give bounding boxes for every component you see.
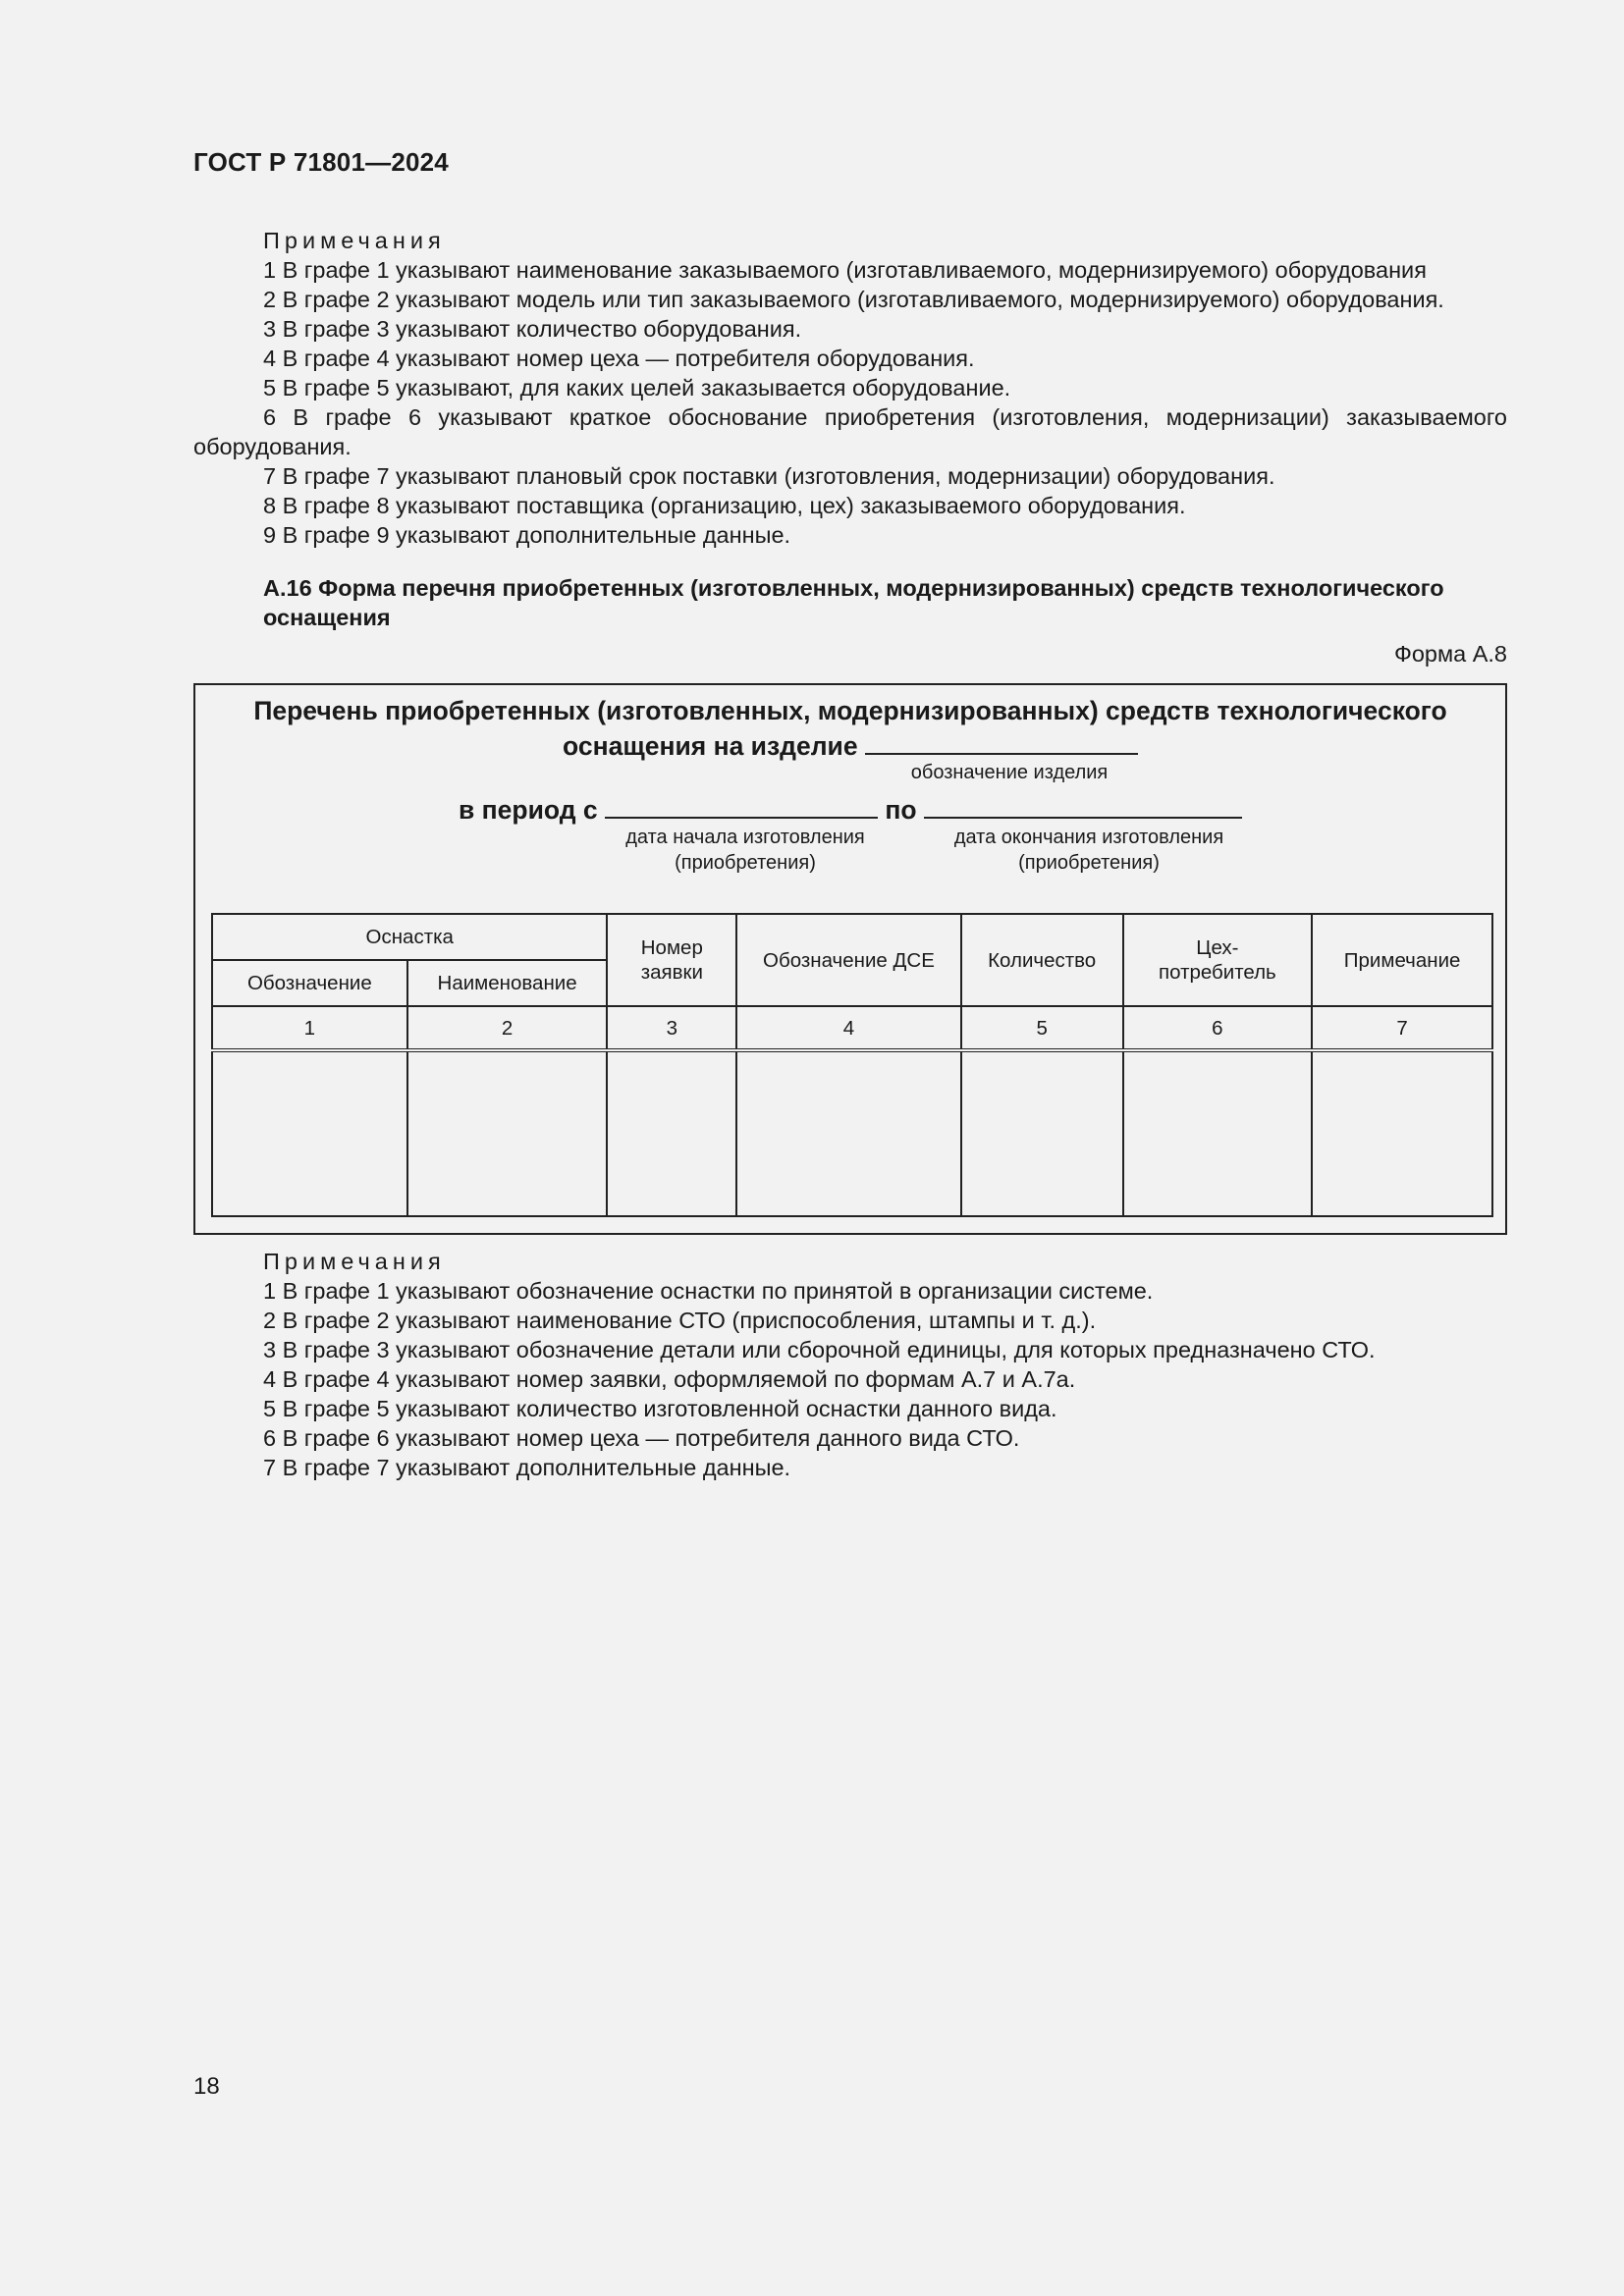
column-header-quantity: Количество: [961, 914, 1123, 1006]
end-date-field[interactable]: [924, 793, 1242, 819]
product-designation-field[interactable]: [865, 727, 1138, 755]
period-from-label: в период с: [459, 795, 598, 825]
form-frame: [193, 683, 1507, 1235]
note-item: 1 В графе 1 указывают обозначение оснастки по принятой в организации системе.: [263, 1278, 1154, 1304]
column-header-request-number: Номер заявки: [607, 914, 736, 1006]
column-number-row: [212, 1006, 1492, 1050]
note-item: 2 В графе 2 указывают модель или тип заказываемого (изготавливаемого, модернизируемого) оборудования.: [263, 287, 1444, 312]
empty-cell[interactable]: [736, 1050, 961, 1216]
empty-cell[interactable]: [407, 1050, 608, 1216]
page-number: 18: [193, 2073, 220, 2100]
note-item: 4 В графе 4 указывают номер заявки, оформляемой по формам А.7 и А.7а.: [263, 1366, 1076, 1392]
column-header-workshop: Цех- потребитель: [1123, 914, 1313, 1006]
section-title: А.16 Форма перечня приобретенных (изготовленных, модернизированных) средств технологического оснащения: [263, 575, 1444, 630]
column-header-designation: Обозначение: [212, 960, 407, 1006]
note-item: 3 В графе 3 указывают количество оборудования.: [263, 316, 802, 342]
note-item: 2 В графе 2 указывают наименование СТО (приспособления, штампы и т. д.).: [263, 1308, 1097, 1333]
note-item: 7 В графе 7 указывают дополнительные данные.: [263, 1455, 791, 1480]
table-group-header-tooling: Оснастка: [212, 914, 607, 960]
form-title: [195, 695, 1505, 763]
note-item: 7 В графе 7 указывают плановый срок поставки (изготовления, модернизации) оборудования.: [263, 463, 1275, 489]
column-number: 2: [407, 1006, 608, 1050]
empty-cell[interactable]: [212, 1050, 407, 1216]
note-item: 9 В графе 9 указывают дополнительные данные.: [263, 522, 791, 548]
notes-bottom: [193, 1247, 1507, 1482]
product-designation-caption: обозначение изделия: [910, 762, 1109, 783]
note-item: 3 В графе 3 указывают обозначение детали или сборочной единицы, для которых предназначено СТО.: [263, 1337, 1376, 1362]
notes-title: Примечания: [263, 1249, 446, 1274]
note-item: 5 В графе 5 указывают количество изготовленной оснастки данного вида.: [263, 1396, 1057, 1421]
form-title-line2-text: оснащения на изделие: [563, 731, 858, 761]
period-to-label: по: [885, 795, 917, 825]
table-row: [212, 1050, 1492, 1216]
form-title-line1: Перечень приобретенных (изготовленных, модернизированных) средств технологического: [253, 696, 1447, 725]
note-item: 8 В графе 8 указывают поставщика (организацию, цех) заказываемого оборудования.: [263, 493, 1186, 518]
note-item: 6 В графе 6 указывают краткое обоснование приобретения (изготовления, модернизации) заказываемого оборудования.: [193, 404, 1507, 459]
column-number: 4: [736, 1006, 961, 1050]
form-label: Форма А.8: [1393, 641, 1507, 667]
empty-cell[interactable]: [1123, 1050, 1313, 1216]
notes-title: Примечания: [263, 228, 446, 253]
column-number: 5: [961, 1006, 1123, 1050]
period-line: [459, 793, 1242, 826]
empty-cell[interactable]: [607, 1050, 736, 1216]
form-title-line2: [195, 727, 1505, 763]
column-number: 6: [1123, 1006, 1313, 1050]
column-number: 1: [212, 1006, 407, 1050]
note-item: 5 В графе 5 указывают, для каких целей заказывается оборудование.: [263, 375, 1011, 400]
column-number: 7: [1312, 1006, 1492, 1050]
column-header-dse: Обозначение ДСЕ: [736, 914, 961, 1006]
start-date-field[interactable]: [605, 793, 878, 819]
start-date-caption: дата начала изготовления (приобретения): [625, 827, 865, 874]
end-date-caption: дата окончания изготовления (приобретения): [953, 827, 1224, 874]
document-id-header: ГОСТ Р 71801—2024: [193, 147, 449, 177]
note-item: 1 В графе 1 указывают наименование заказываемого (изготавливаемого, модернизируемого) оборудования: [263, 257, 1427, 283]
empty-cell[interactable]: [1312, 1050, 1492, 1216]
empty-cell[interactable]: [961, 1050, 1123, 1216]
note-item: 4 В графе 4 указывают номер цеха — потребителя оборудования.: [263, 346, 975, 371]
column-header-name: Наименование: [407, 960, 608, 1006]
column-number: 3: [607, 1006, 736, 1050]
notes-top: [193, 226, 1507, 550]
equipment-table: [211, 913, 1493, 1217]
note-item: 6 В графе 6 указывают номер цеха — потребителя данного вида СТО.: [263, 1425, 1020, 1451]
column-header-note: Примечание: [1312, 914, 1492, 1006]
